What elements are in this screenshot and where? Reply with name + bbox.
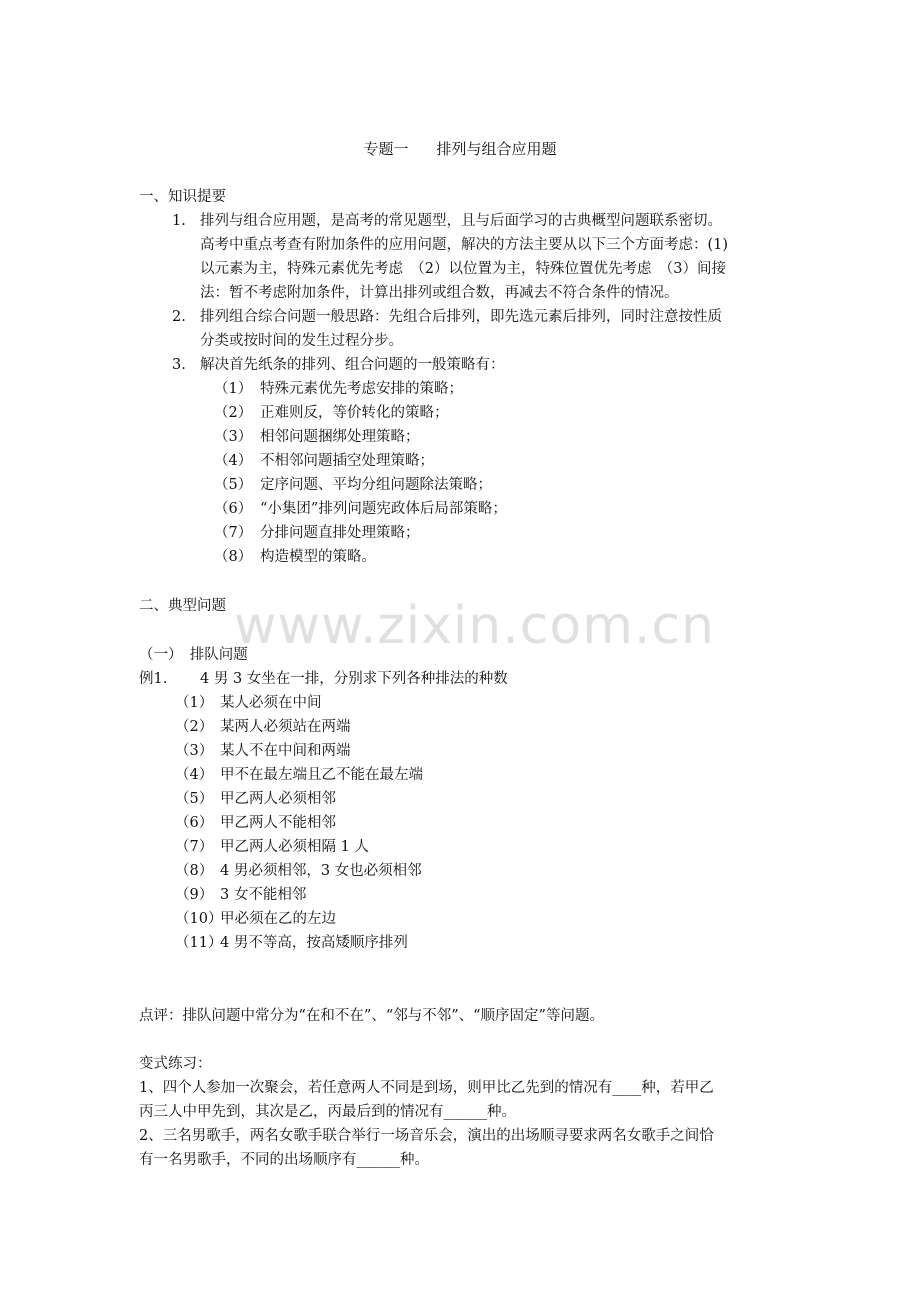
strategy-item: （8） 构造模型的策略。: [214, 549, 376, 565]
watermark: www.zixin.com.cn: [234, 596, 715, 656]
title-part1: 专题一: [363, 140, 409, 158]
item-1-line-1: 1. 排列与组合应用题，是高考的常见题型，且与后面学习的古典概型问题联系密切。: [172, 213, 722, 229]
comment: 点评：排队问题中常分为“在和不在”、“邻与不邻”、“顺序固定”等问题。: [139, 1008, 604, 1024]
item-2-line-2: 分类或按时间的发生过程分步。: [200, 333, 403, 349]
question-item: （3） 某人不在中间和两端: [175, 743, 351, 759]
question-item: （5） 甲乙两人必须相邻: [175, 791, 336, 807]
strategy-item: （6） “小集团”排列问题宪政体后局部策略；: [214, 501, 507, 517]
question-item: （10）甲必须在乙的左边: [175, 911, 336, 927]
item-1-line-2: 高考中重点考查有附加条件的应用问题，解决的方法主要从以下三个方面考虑：(1): [200, 237, 729, 253]
example-heading: 例1. 4 男 3 女坐在一排，分别求下列各种排法的种数: [139, 671, 508, 687]
question-item: （8） 4 男必须相邻，3 女也必须相邻: [175, 863, 422, 879]
variant-heading: 变式练习：: [139, 1056, 212, 1072]
item-3-line-1: 3. 解决首先纸条的排列、组合问题的一般策略有：: [172, 357, 505, 373]
strategy-item: （3） 相邻问题捆绑处理策略；: [214, 429, 420, 445]
strategy-item: （5） 定序问题、平均分组问题除法策略；: [214, 477, 492, 493]
item-1-line-4: 法：暂不考虑附加条件，计算出排列或组合数，再减去不符合条件的情况。: [200, 285, 679, 301]
variant-line: 1、四个人参加一次聚会，若任意两人不同是到场，则甲比乙先到的情况有____种，若甲乙: [139, 1080, 714, 1096]
question-item: （11）4 男不等高，按高矮顺序排列: [175, 935, 408, 951]
strategy-item: （7） 分排问题直排处理策略；: [214, 525, 420, 541]
question-item: （7） 甲乙两人必须相隔 1 人: [175, 839, 369, 855]
question-item: （9） 3 女不能相邻: [175, 887, 307, 903]
page-title: [0, 139, 920, 159]
question-item: （6） 甲乙两人不能相邻: [175, 815, 336, 831]
item-2-line-1: 2. 排列组合综合问题一般思路：先组合后排列，即先选元素后排列，同时注意按性质: [172, 309, 722, 325]
section2-heading: 二、典型问题: [139, 598, 226, 614]
variant-line: 丙三人中甲先到，其次是乙，丙最后到的情况有______种。: [139, 1104, 516, 1120]
title-part2: 排列与组合应用题: [436, 140, 557, 158]
question-item: （4） 甲不在最左端且乙不能在最左端: [175, 767, 423, 783]
strategy-item: （2） 正难则反，等价转化的策略；: [214, 405, 449, 421]
section1-heading: 一、知识提要: [139, 189, 226, 205]
question-item: （2） 某两人必须站在两端: [175, 719, 351, 735]
strategy-item: （1） 特殊元素优先考虑安排的策略；: [214, 381, 463, 397]
strategy-item: （4） 不相邻问题插空处理策略；: [214, 453, 434, 469]
variant-line: 有一名男歌手，不同的出场顺序有______种。: [139, 1152, 429, 1168]
subsection-heading: （一） 排队问题: [139, 647, 248, 663]
item-1-line-3: 以元素为主，特殊元素优先考虑 （2）以位置为主，特殊位置优先考虑 （3）间接: [200, 261, 726, 277]
question-item: （1） 某人必须在中间: [175, 695, 322, 711]
variant-line: 2、三名男歌手，两名女歌手联合举行一场音乐会，演出的出场顺寻要求两名女歌手之间恰: [139, 1128, 714, 1144]
